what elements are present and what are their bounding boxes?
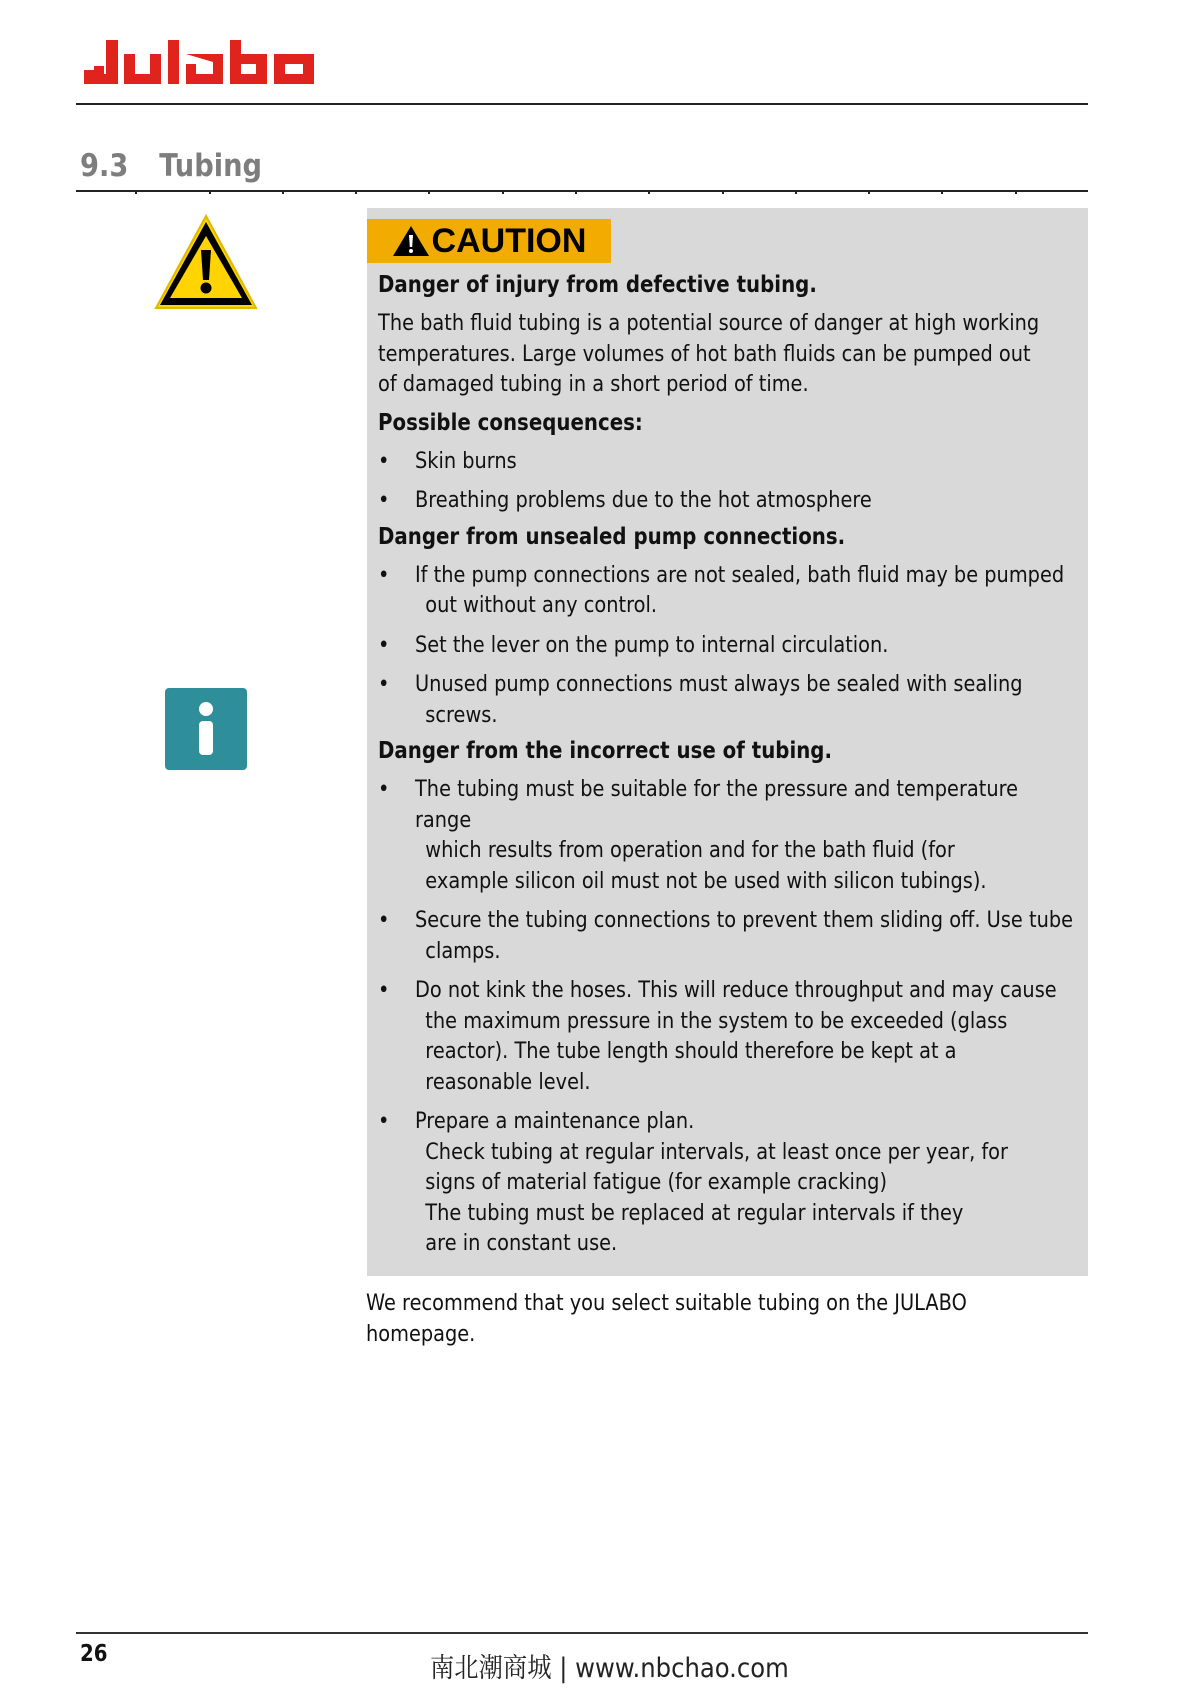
section-divider xyxy=(76,190,1088,192)
divider-tick xyxy=(282,190,284,194)
footer-watermark: 南北潮商城 | www.nbchao.com xyxy=(430,1653,789,1684)
heading-incorrect-use: Danger from the incorrect use of tubing. xyxy=(378,738,832,764)
footer-divider xyxy=(76,1632,1088,1634)
warning-triangle-icon xyxy=(154,214,258,310)
section-title: Tubing xyxy=(159,148,263,184)
divider-tick xyxy=(135,190,137,194)
divider-tick xyxy=(795,190,797,194)
caution-content xyxy=(378,270,1078,1268)
divider-tick xyxy=(941,190,943,194)
section-number: 9.3 xyxy=(80,148,129,184)
section-heading xyxy=(80,148,262,184)
divider-tick xyxy=(355,190,357,194)
divider-tick xyxy=(868,190,870,194)
divider-tick xyxy=(428,190,430,194)
divider-tick xyxy=(502,190,504,194)
recommendation-text: We recommend that you select suitable tubing on the JULABO homepage. xyxy=(366,1290,967,1347)
caution-label xyxy=(367,219,611,263)
list-item: • The tubing must be suitable for the pressure and temperature range which results from operation and for the bath fluid (for example silicon oil must not be used with silicon tubings). xyxy=(378,776,1019,894)
divider-tick xyxy=(1015,190,1017,194)
page-number: 26 xyxy=(80,1641,108,1667)
divider-tick xyxy=(575,190,577,194)
heading-unsealed-pump: Danger from unsealed pump connections. xyxy=(378,523,846,550)
header-divider xyxy=(76,103,1088,105)
list-item: • Breathing problems due to the hot atmosphere xyxy=(378,487,872,513)
info-icon xyxy=(165,688,247,770)
divider-tick xyxy=(648,190,650,194)
list-item: • Unused pump connections must always be sealed with sealing screws. xyxy=(378,671,1023,728)
divider-tick xyxy=(722,190,724,194)
caution-label-text: CAUTION xyxy=(431,221,587,260)
list-item: • If the pump connections are not sealed, bath fluid may be pumped out without any control. xyxy=(378,561,1065,618)
consequences-heading: Possible consequences: xyxy=(378,409,643,436)
list-item: • Prepare a maintenance plan. Check tubing at regular intervals, at least once per year, for signs of material fatigue (for example cracking) The tubing must be replaced at regular intervals if they are in constant use. xyxy=(378,1108,1008,1256)
caution-triangle-icon xyxy=(392,225,430,257)
list-item: • Do not kink the hoses. This will reduce throughput and may cause the maximum pressure in the system to be exceeded (glass reactor). The tube length should therefore be kept at a reasonable level. xyxy=(378,977,1057,1095)
heading-defective-tubing: Danger of injury from defective tubing. xyxy=(378,272,817,298)
list-item: • Secure the tubing connections to prevent them sliding off. Use tube clamps. xyxy=(378,907,1074,964)
list-item: • Skin burns xyxy=(378,447,517,474)
caution-box xyxy=(367,208,1088,1276)
list-item: • Set the lever on the pump to internal circulation. xyxy=(378,631,889,658)
intro-paragraph: The bath fluid tubing is a potential source of danger at high working temperatures. Large volumes of hot bath fluids can be pumped out of damaged tubing in a short period of time. xyxy=(378,310,1040,397)
julabo-logo xyxy=(84,38,316,92)
divider-tick xyxy=(209,190,211,194)
